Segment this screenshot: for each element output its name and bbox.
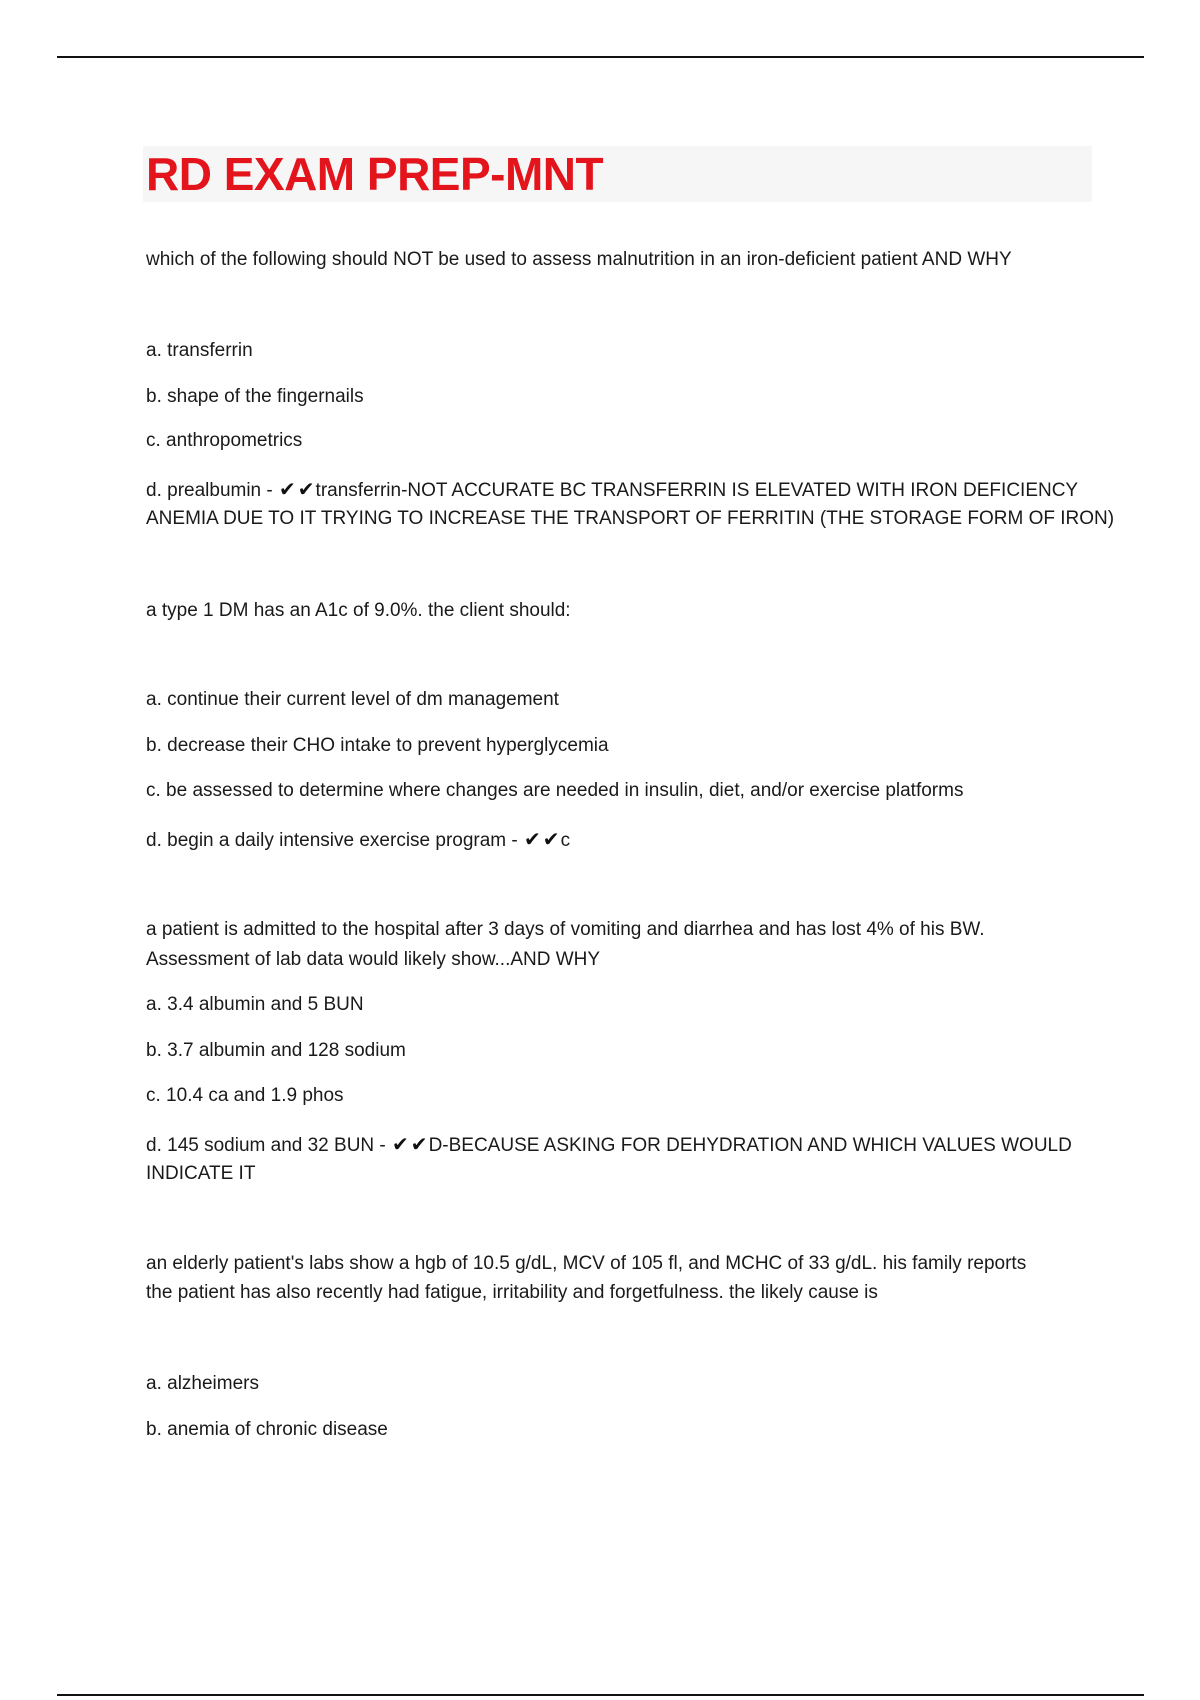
checkmark-icon: ✔	[410, 1132, 428, 1156]
question-3-text: a patient is admitted to the hospital after 3 days of vomiting and diarrhea and has lost 4% of his BW.	[146, 919, 985, 940]
question-3-option-a: a. 3.4 albumin and 5 BUN	[146, 994, 364, 1015]
question-1-text: which of the following should NOT be used to assess malnutrition in an iron-deficient patient AND WHY	[146, 249, 1012, 270]
question-3-answer-continued: INDICATE IT	[146, 1163, 256, 1184]
question-3-option-b: b. 3.7 albumin and 128 sodium	[146, 1040, 406, 1061]
checkmark-icon: ✔	[279, 477, 296, 501]
question-3-option-d: d. 145 sodium and 32 BUN -	[146, 1135, 392, 1156]
question-3-option-c: c. 10.4 ca and 1.9 phos	[146, 1085, 344, 1106]
header-rule	[57, 56, 1144, 58]
checkmark-icon: ✔	[392, 1132, 409, 1156]
question-1-option-b: b. shape of the fingernails	[146, 386, 364, 407]
question-2-option-d: d. begin a daily intensive exercise program -	[146, 830, 524, 851]
checkmark-icon: ✔	[542, 827, 560, 851]
question-4-text-continued: the patient has also recently had fatigue, irritability and forgetfulness. the likely cause is	[146, 1282, 878, 1303]
question-1-option-d-line	[146, 474, 1078, 506]
question-2-text: a type 1 DM has an A1c of 9.0%. the client should:	[146, 600, 571, 621]
question-1-option-c: c. anthropometrics	[146, 430, 303, 451]
question-3-answer: D-BECAUSE ASKING FOR DEHYDRATION AND WHICH VALUES WOULD	[428, 1135, 1072, 1156]
page-title: RD EXAM PREP-MNT	[146, 148, 604, 200]
question-1-option-d: d. prealbumin -	[146, 480, 279, 501]
question-1-option-a: a. transferrin	[146, 340, 253, 361]
question-2-option-b: b. decrease their CHO intake to prevent hyperglycemia	[146, 735, 609, 756]
question-4-option-a: a. alzheimers	[146, 1373, 259, 1394]
question-2-answer: c	[560, 830, 571, 851]
question-2-option-a: a. continue their current level of dm management	[146, 689, 559, 710]
question-4-option-b: b. anemia of chronic disease	[146, 1419, 388, 1440]
question-3-text-continued: Assessment of lab data would likely show...AND WHY	[146, 949, 601, 970]
footer-rule	[57, 1694, 1144, 1696]
checkmark-icon: ✔	[524, 827, 541, 851]
question-1-answer: transferrin-NOT ACCURATE BC TRANSFERRIN IS ELEVATED WITH IRON DEFICIENCY	[315, 480, 1079, 501]
question-2-option-c: c. be assessed to determine where changes are needed in insulin, diet, and/or exercise platforms	[146, 780, 964, 801]
question-3-option-d-line	[146, 1129, 1072, 1161]
question-4-text: an elderly patient's labs show a hgb of 10.5 g/dL, MCV of 105 fl, and MCHC of 33 g/dL. his family reports	[146, 1253, 1027, 1274]
question-1-answer-continued: ANEMIA DUE TO IT TRYING TO INCREASE THE TRANSPORT OF FERRITIN (THE STORAGE FORM OF IRON)	[146, 508, 1115, 529]
question-2-option-d-line	[146, 824, 570, 856]
checkmark-icon: ✔	[297, 477, 315, 501]
